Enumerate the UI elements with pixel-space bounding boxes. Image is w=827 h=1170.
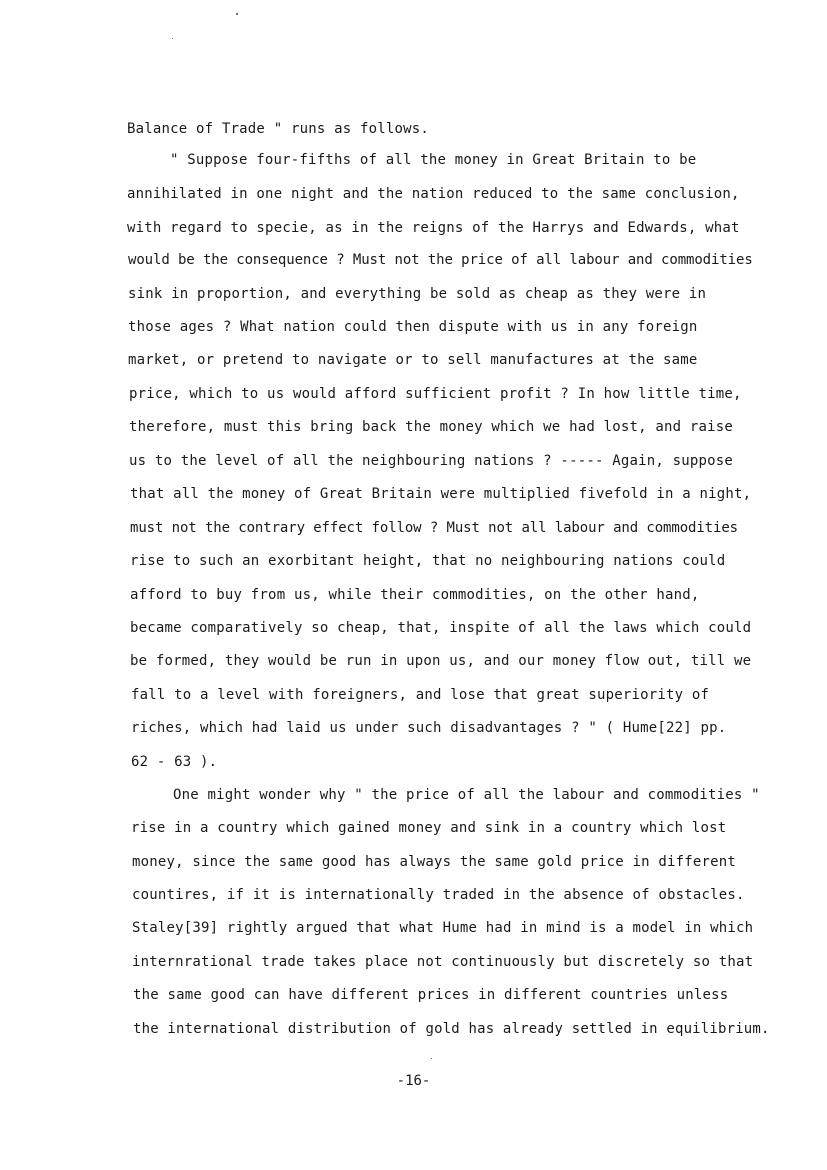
text-line: became comparatively so cheap, that, inspite of all the laws which could bbox=[130, 620, 752, 636]
scan-speck bbox=[172, 38, 173, 39]
text-line: internrational trade takes place not continuously but discretely so that bbox=[132, 954, 754, 970]
text-line: " Suppose four-fifths of all the money in Great Britain to be bbox=[170, 152, 697, 168]
text-line: the same good can have different prices in different countries unless bbox=[133, 987, 729, 1003]
text-line: Staley[39] rightly argued that what Hume had in mind is a model in which bbox=[132, 920, 754, 936]
text-line: that all the money of Great Britain were multiplied fivefold in a night, bbox=[130, 486, 752, 502]
text-line: sink in proportion, and everything be sold as cheap as they were in bbox=[128, 286, 707, 302]
text-line: One might wonder why " the price of all the labour and commodities " bbox=[173, 787, 760, 803]
text-line: money, since the same good has always the same gold price in different bbox=[132, 854, 737, 870]
text-line: countires, if it is internationally traded in the absence of obstacles. bbox=[132, 887, 745, 903]
text-line: price, which to us would afford sufficient profit ? In how little time, bbox=[129, 386, 742, 402]
text-line: riches, which had laid us under such disadvantages ? " ( Hume[22] pp. bbox=[131, 720, 727, 736]
text-line: the international distribution of gold has already settled in equilibrium. bbox=[133, 1021, 770, 1037]
text-line: with regard to specie, as in the reigns of the Harrys and Edwards, what bbox=[127, 220, 740, 236]
text-line: fall to a level with foreigners, and lose that great superiority of bbox=[131, 687, 710, 703]
text-line: rise in a country which gained money and sink in a country which lost bbox=[131, 820, 727, 836]
text-line: be formed, they would be run in upon us, and our money flow out, till we bbox=[130, 653, 752, 669]
text-line: Balance of Trade " runs as follows. bbox=[127, 121, 430, 137]
page-number: -16- bbox=[396, 1073, 431, 1089]
text-line: afford to buy from us, while their commodities, on the other hand, bbox=[130, 587, 700, 603]
text-line: annihilated in one night and the nation reduced to the same conclusion, bbox=[127, 186, 740, 202]
text-line: 62 - 63 ). bbox=[131, 754, 218, 770]
text-line: market, or pretend to navigate or to sell manufactures at the same bbox=[128, 352, 698, 368]
scan-speck bbox=[236, 13, 238, 15]
text-line: us to the level of all the neighbouring nations ? ----- Again, suppose bbox=[129, 453, 734, 469]
scan-speck bbox=[431, 1058, 432, 1059]
text-line: would be the consequence ? Must not the price of all labour and commodities bbox=[128, 252, 753, 268]
text-line: must not the contrary effect follow ? Must not all labour and commodities bbox=[130, 520, 738, 536]
text-line: rise to such an exorbitant height, that no neighbouring nations could bbox=[130, 553, 726, 569]
text-line: those ages ? What nation could then dispute with us in any foreign bbox=[128, 319, 698, 335]
text-line: therefore, must this bring back the money which we had lost, and raise bbox=[129, 419, 734, 435]
